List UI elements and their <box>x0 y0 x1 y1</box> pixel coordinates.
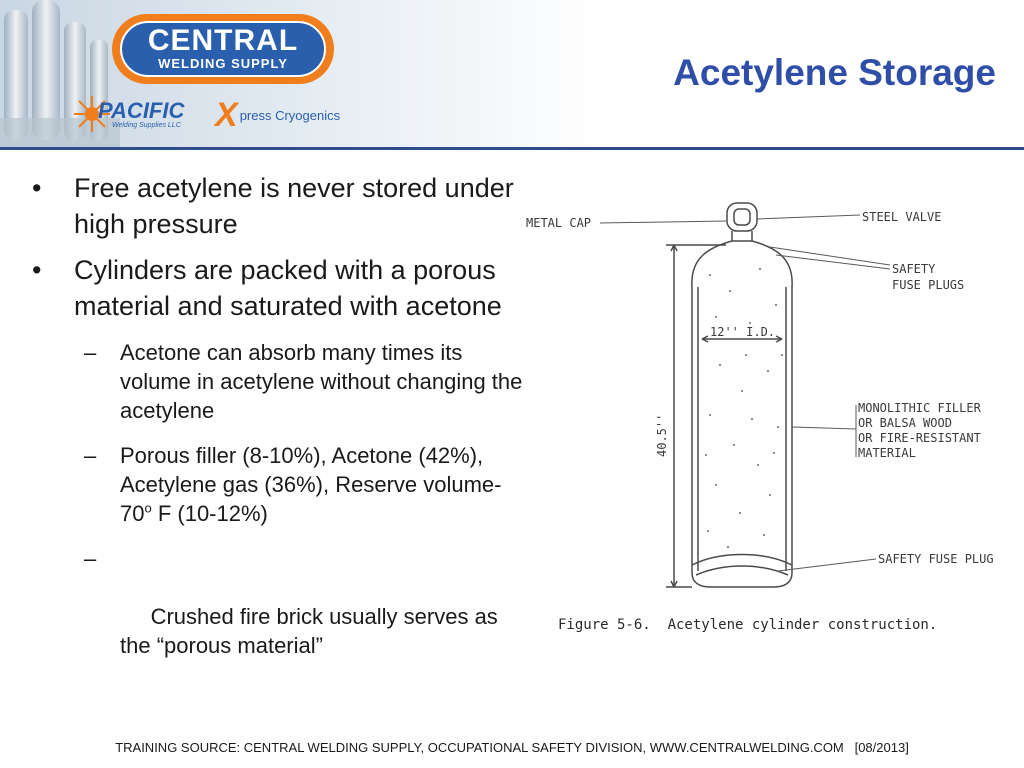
sub-bullet-marker: – <box>84 546 97 571</box>
bullet-text: Free acetylene is never stored under high pressure <box>74 173 514 239</box>
cylinder-diagram <box>520 195 1020 655</box>
bullet-list <box>28 170 523 705</box>
central-welding-logo <box>112 14 334 84</box>
slide-title: Acetylene Storage <box>673 52 996 93</box>
xpress-cryogenics-logo <box>215 96 341 134</box>
label-safety-plugs-line2: FUSE PLUGS <box>892 278 965 292</box>
sub-bullet-item <box>28 544 523 689</box>
logo-tagline: WELDING SUPPLY <box>158 56 288 71</box>
bullet-item <box>28 170 523 242</box>
cylinder-shell <box>692 241 792 587</box>
label-steel-valve: STEEL VALVE <box>862 210 942 224</box>
pacific-subtitle: Welding Supplies LLC <box>112 122 181 129</box>
sub-bullet-text: Acetone can absorb many times its volume in acetylene without changing the acetylene <box>120 340 523 423</box>
label-inner-diameter: 12'' I.D. <box>710 325 776 339</box>
bullet-marker: • <box>32 255 42 285</box>
sub-bullet-text-end: F (10-12%) <box>151 501 268 526</box>
sub-bullet-marker: – <box>84 340 97 365</box>
sub-bullet-item <box>28 338 523 425</box>
label-height: 40.5'' <box>655 413 669 457</box>
slide-header <box>0 0 1024 150</box>
valve-cap-shape <box>727 203 757 231</box>
xpress-mark: X <box>215 96 238 134</box>
label-filler-line1: MONOLITHIC FILLER <box>858 401 981 415</box>
pacific-wordmark: PACIFIC <box>98 98 185 123</box>
logo-wordmark: CENTRAL <box>147 24 299 57</box>
label-safety-plugs-line1: SAFETY <box>892 262 936 276</box>
slide-footer: TRAINING SOURCE: CENTRAL WELDING SUPPLY, OCCUPATIONAL SAFETY DIVISION, WWW.CENTRALWELDING.COM [08/2013] <box>115 740 909 755</box>
bullet-text: Cylinders are packed with a porous material and saturated with acetone <box>74 255 502 321</box>
bullet-item <box>28 252 523 324</box>
cylinder-drawing <box>520 195 1020 655</box>
xpress-wordmark: press Cryogenics <box>239 108 341 123</box>
sub-bullet-text: Porous filler (8-10%), Acetone (42%), Acetylene gas (36%), Reserve volume-70 <box>120 443 502 526</box>
sub-bullet-text: Crushed fire brick usually serves as the “porous material” <box>120 604 504 658</box>
label-filler-line3: OR FIRE-RESISTANT <box>858 431 981 445</box>
label-metal-cap: METAL CAP <box>526 216 592 230</box>
label-filler-line2: OR BALSA WOOD <box>858 416 952 430</box>
label-filler-line4: MATERIAL <box>858 446 916 460</box>
label-safety-fuse-plug: SAFETY FUSE PLUG <box>878 552 994 566</box>
pacific-logo <box>72 92 202 136</box>
sub-bullet-marker: – <box>84 443 97 468</box>
bullet-marker: • <box>32 173 42 203</box>
sub-bullet-item <box>28 441 523 528</box>
figure-caption: Figure 5-6. Acetylene cylinder construction. <box>558 617 938 633</box>
porous-filler-dots <box>705 268 783 548</box>
header-divider <box>0 147 1024 150</box>
degree-superscript: o <box>144 500 152 516</box>
